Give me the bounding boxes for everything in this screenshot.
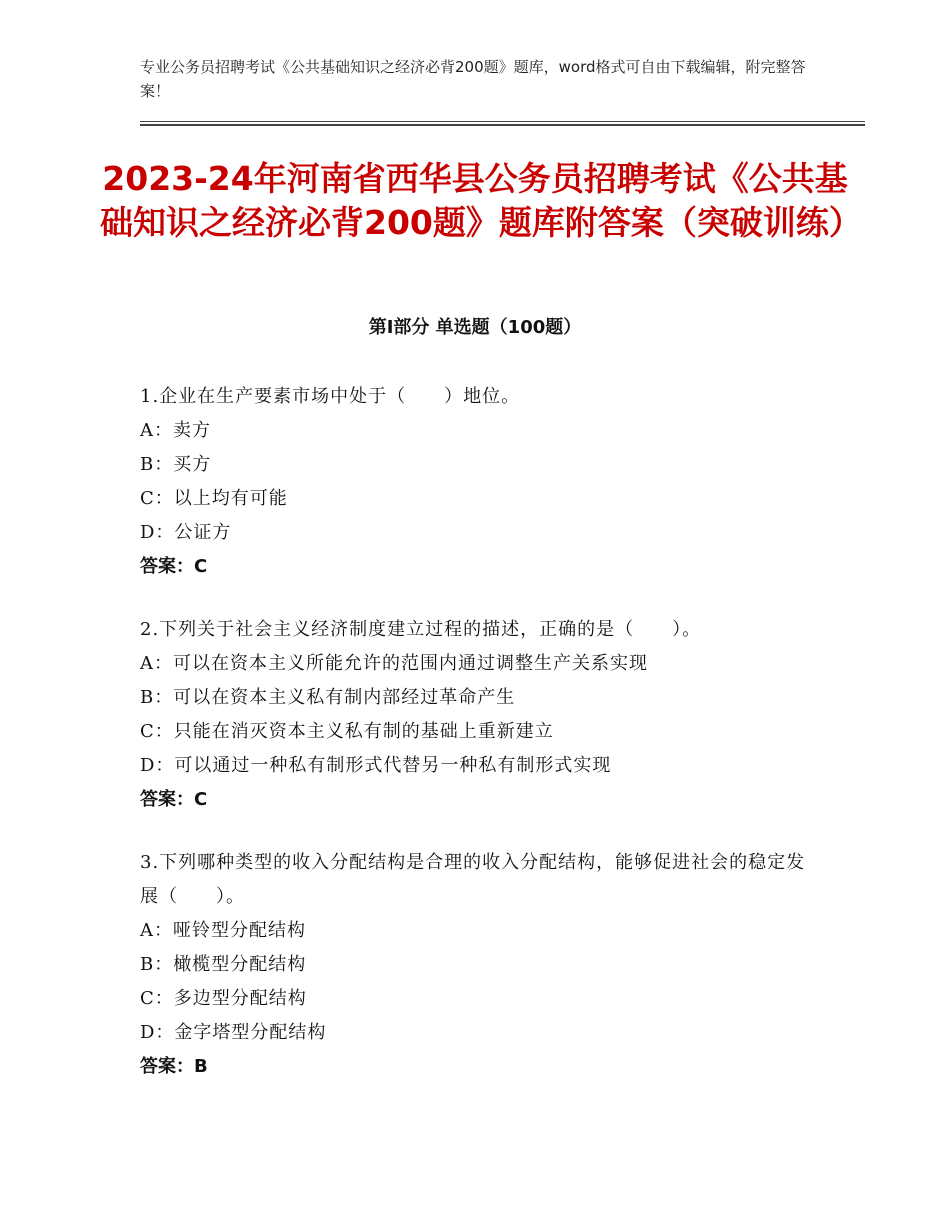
option-c: C：只能在消灭资本主义私有制的基础上重新建立 bbox=[140, 721, 554, 742]
document-title: 2023-24年河南省西华县公务员招聘考试《公共基础知识之经济必背200题》题库附答案（突破训练） bbox=[100, 159, 862, 242]
option-a: A：可以在资本主义所能允许的范围内通过调整生产关系实现 bbox=[140, 653, 648, 674]
question-1 bbox=[140, 380, 820, 584]
header-divider-thick bbox=[140, 124, 865, 126]
answer-label: 答案：C bbox=[140, 556, 208, 577]
option-a: A：哑铃型分配结构 bbox=[140, 920, 306, 941]
section-title: 第Ⅰ部分 单选题（100题） bbox=[368, 317, 582, 338]
question-stem: 3.下列哪种类型的收入分配结构是合理的收入分配结构，能够促进社会的稳定发展（ ）。 bbox=[140, 852, 806, 907]
option-c: C：多边型分配结构 bbox=[140, 988, 307, 1009]
option-d: D：公证方 bbox=[140, 522, 232, 543]
question-stem: 2.下列关于社会主义经济制度建立过程的描述，正确的是（ ）。 bbox=[140, 619, 702, 640]
question-2 bbox=[140, 613, 820, 817]
question-list bbox=[140, 380, 820, 1113]
option-d: D：金字塔型分配结构 bbox=[140, 1022, 327, 1043]
option-b: B：可以在资本主义私有制内部经过革命产生 bbox=[140, 687, 516, 708]
question-stem: 1.企业在生产要素市场中处于（ ）地位。 bbox=[140, 386, 521, 407]
option-b: B：橄榄型分配结构 bbox=[140, 954, 307, 975]
option-c: C：以上均有可能 bbox=[140, 488, 288, 509]
header-divider-thin bbox=[140, 121, 865, 122]
answer-label: 答案：B bbox=[140, 1056, 208, 1077]
answer-label: 答案：C bbox=[140, 789, 208, 810]
question-3 bbox=[140, 846, 820, 1084]
option-b: B：买方 bbox=[140, 454, 212, 475]
header-note: 专业公务员招聘考试《公共基础知识之经济必背200题》题库，word格式可自由下载编辑，附完整答案！ bbox=[140, 58, 806, 100]
option-d: D：可以通过一种私有制形式代替另一种私有制形式实现 bbox=[140, 755, 612, 776]
option-a: A：卖方 bbox=[140, 420, 211, 441]
